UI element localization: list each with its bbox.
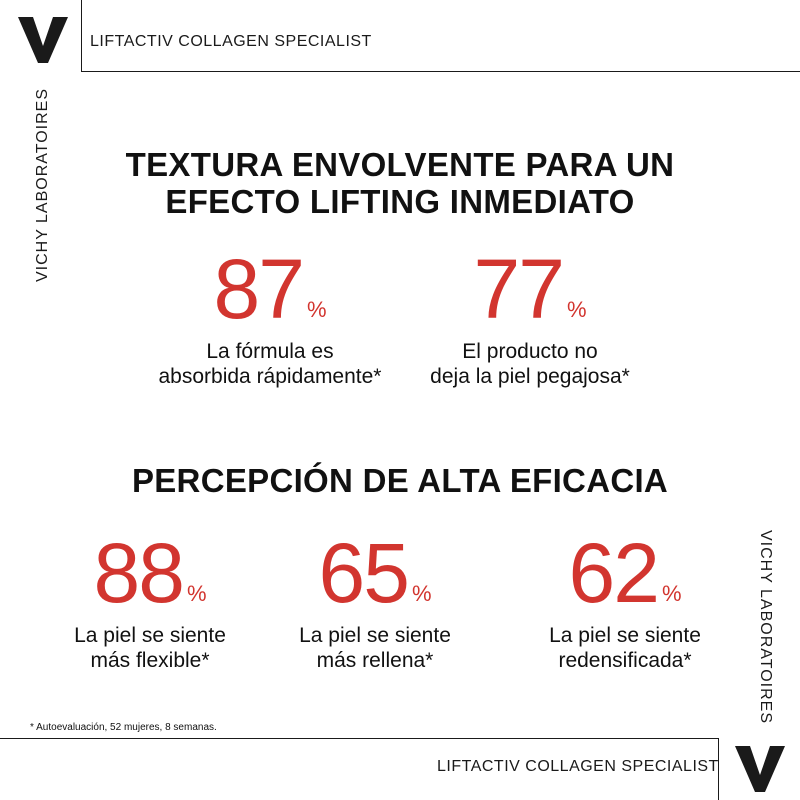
product-line-bottom: LIFTACTIV COLLAGEN SPECIALIST [437, 758, 719, 775]
stat-caption [375, 339, 685, 389]
stat-caption-line2: más rellena* [316, 649, 434, 672]
stat-77 [375, 242, 685, 389]
top-rule [82, 71, 800, 72]
section1-heading-line1: TEXTURA ENVOLVENTE PARA UN [125, 146, 675, 183]
top-divider [81, 0, 82, 72]
lab-name-left: VICHY LABORATOIRES [34, 87, 51, 283]
stat-caption-line1: La piel se siente [74, 624, 226, 647]
vichy-logo-bottom [735, 746, 785, 792]
stat-65 [255, 526, 495, 673]
stat-caption [255, 623, 495, 673]
stat-caption [30, 623, 270, 673]
stat-caption-line1: El producto no [462, 340, 598, 363]
stat-value: 65 [318, 526, 408, 620]
stat-caption [505, 623, 745, 673]
product-line-top: LIFTACTIV COLLAGEN SPECIALIST [90, 33, 372, 50]
stat-unit: % [566, 297, 587, 322]
bottom-rule [0, 738, 718, 739]
stat-value: 87 [213, 242, 303, 336]
stat-unit: % [186, 581, 207, 606]
stat-caption-line2: deja la piel pegajosa* [430, 365, 630, 388]
stat-value: 77 [473, 242, 563, 336]
stat-caption-line1: La piel se siente [549, 624, 701, 647]
stat-unit: % [661, 581, 682, 606]
stat-caption-line1: La piel se siente [299, 624, 451, 647]
section2-heading: PERCEPCIÓN DE ALTA EFICACIA [131, 462, 669, 499]
stat-value: 62 [568, 526, 658, 620]
lab-name-right: VICHY LABORATOIRES [757, 529, 774, 725]
section1-heading [0, 146, 800, 220]
stat-value: 88 [93, 526, 183, 620]
vichy-v-icon [735, 746, 785, 792]
section1-heading-line2: EFECTO LIFTING INMEDIATO [165, 183, 635, 220]
vichy-v-icon [18, 17, 68, 63]
stat-caption-line2: más flexible* [90, 649, 210, 672]
stat-caption-line1: La fórmula es [206, 340, 334, 363]
stat-unit: % [306, 297, 327, 322]
stat-88 [30, 526, 270, 673]
stat-caption-line2: absorbida rápidamente* [158, 365, 382, 388]
stat-unit: % [411, 581, 432, 606]
vichy-logo-top [18, 17, 68, 63]
stat-62 [505, 526, 745, 673]
stat-caption-line2: redensificada* [558, 649, 692, 672]
footnote: * Autoevaluación, 52 mujeres, 8 semanas. [30, 722, 217, 733]
